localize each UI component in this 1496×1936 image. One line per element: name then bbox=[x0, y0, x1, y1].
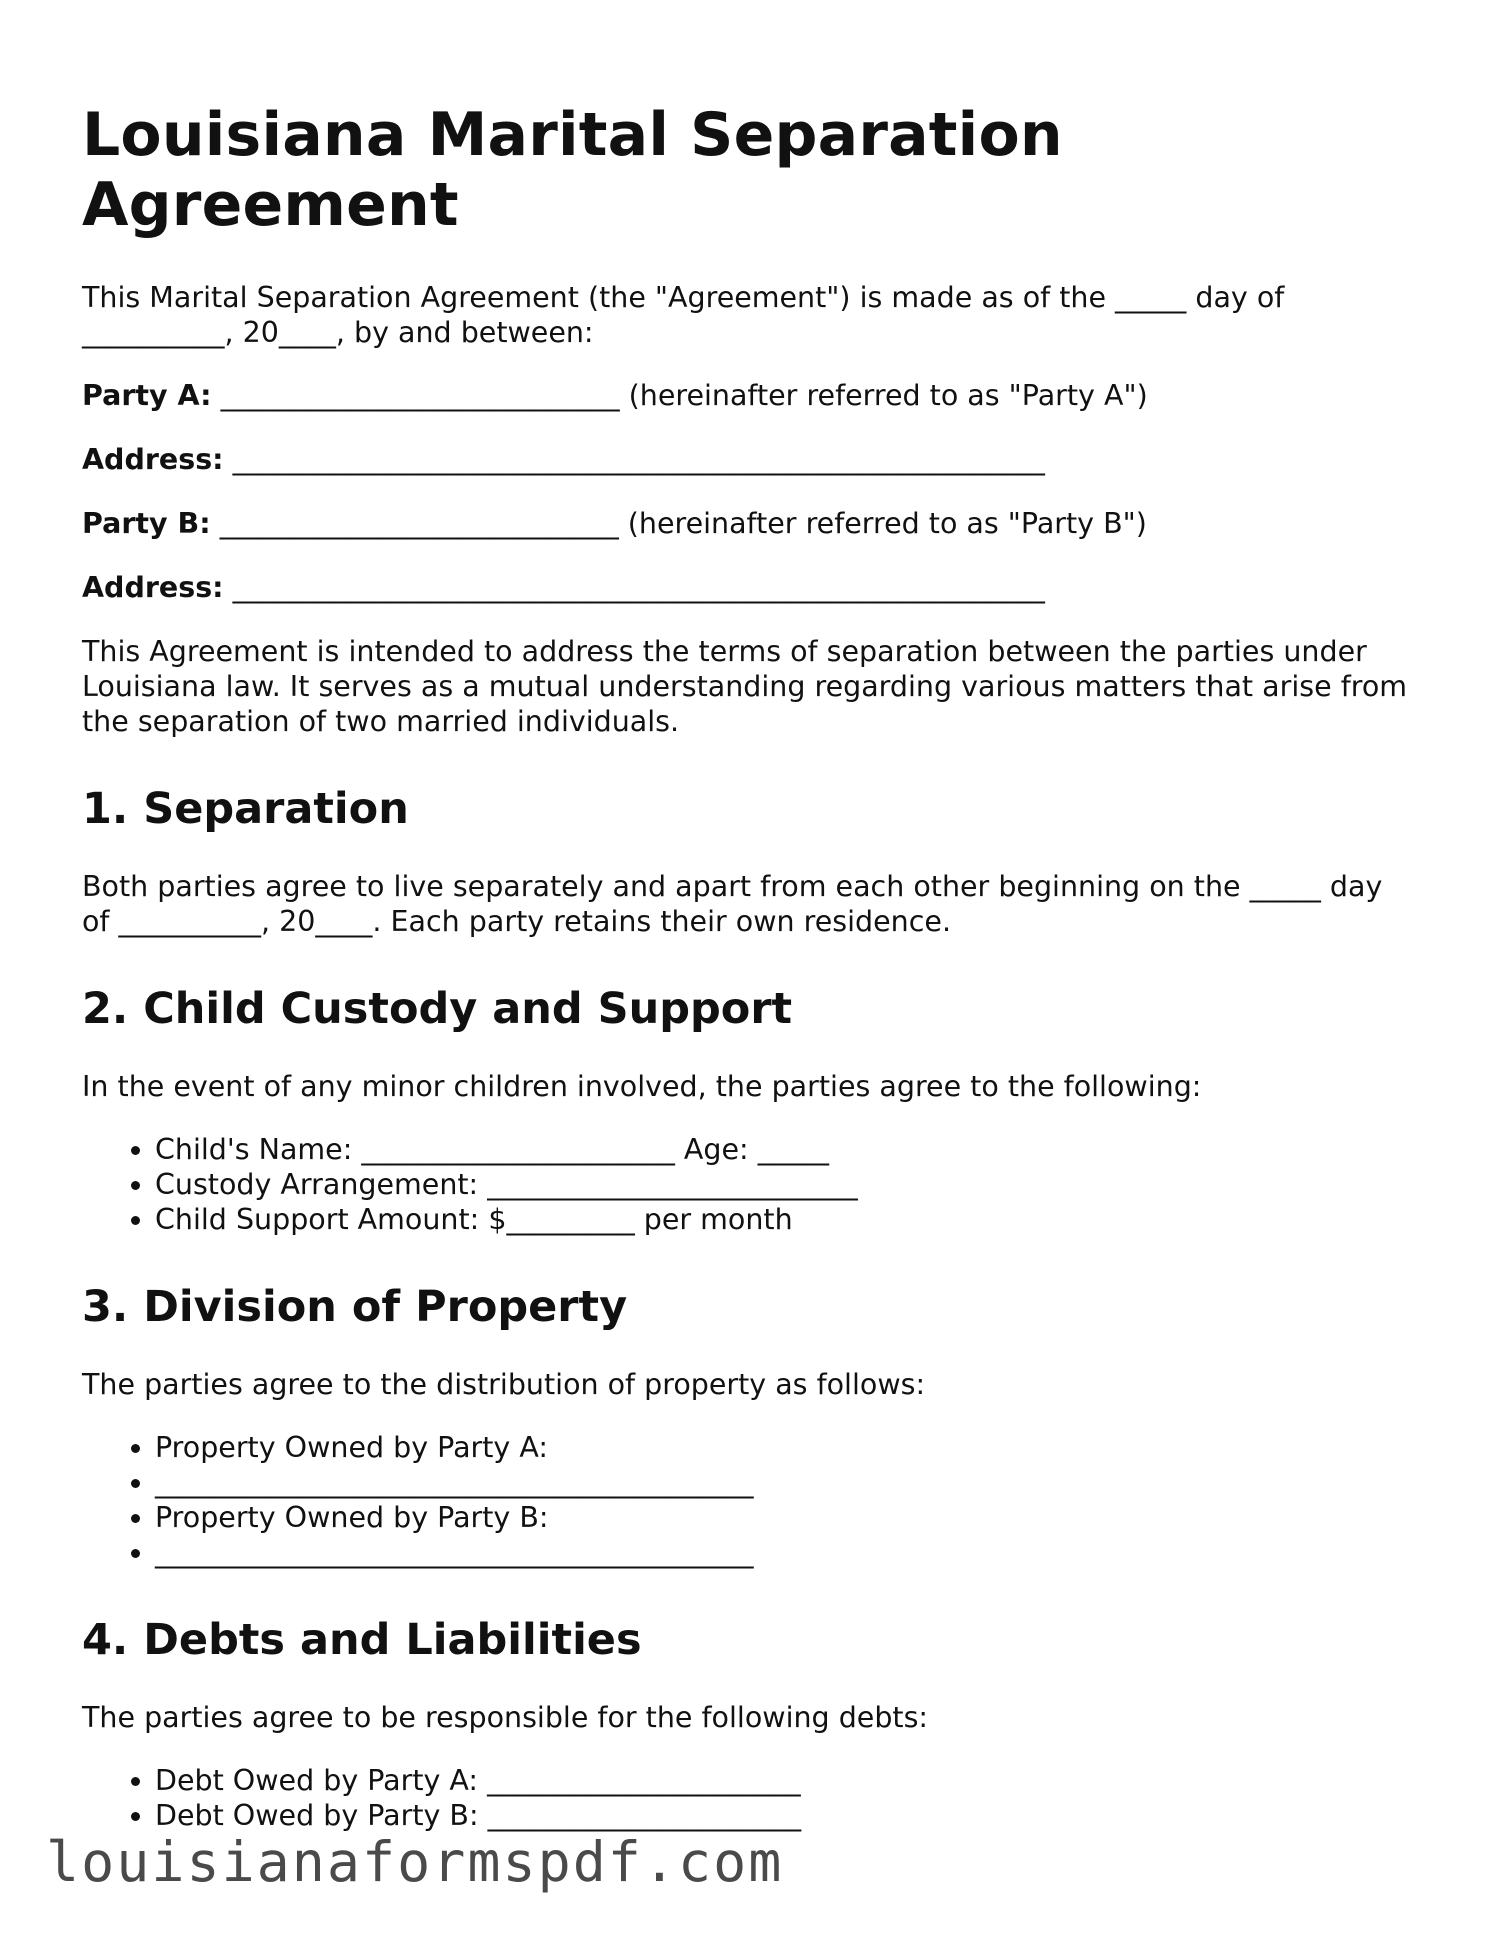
document-title: Louisiana Marital Separation Agreement bbox=[82, 100, 1063, 240]
section-separation-heading: 1. Separation bbox=[82, 784, 409, 834]
party-b-label: Party B: bbox=[82, 507, 211, 540]
section-custody-heading: 2. Child Custody and Support bbox=[82, 984, 793, 1034]
list-item: • Custody Arrangement: __________________________ bbox=[155, 1167, 1412, 1202]
list-item: • Debt Owed by Party B: ______________________ bbox=[155, 1798, 1412, 1833]
section-separation-body: Both parties agree to live separately and apart from each other beginning on the _____ day of __________, 20____. Each party retains their own residence. bbox=[82, 870, 1383, 938]
party-b-field bbox=[82, 506, 1412, 541]
list-item: • __________________________________________ bbox=[155, 1465, 1412, 1500]
section-debts-heading: 4. Debts and Liabilities bbox=[82, 1615, 642, 1665]
site-watermark: louisianaformspdf.com bbox=[46, 1830, 784, 1894]
party-a-blank: ____________________________ (hereinafter referred to as "Party A") bbox=[211, 379, 1148, 412]
intro-paragraph: This Marital Separation Agreement (the "Agreement") is made as of the _____ day of __________, 20____, by and between: bbox=[82, 281, 1285, 349]
party-b-blank: ____________________________ (hereinafter referred to as "Party B") bbox=[210, 507, 1147, 540]
property-list bbox=[82, 1430, 1412, 1570]
custody-list bbox=[82, 1132, 1412, 1237]
party-a-field bbox=[82, 378, 1412, 413]
list-item: • Debt Owed by Party A: ______________________ bbox=[155, 1763, 1412, 1798]
section-property-body: The parties agree to the distribution of property as follows: bbox=[82, 1368, 926, 1401]
purpose-paragraph: This Agreement is intended to address the terms of separation between the parties under Louisiana law. It serves as a mutual understanding regarding various matters that arise from the separation of two married individuals. bbox=[82, 635, 1408, 738]
section-custody-body: In the event of any minor children involved, the parties agree to the following: bbox=[82, 1070, 1202, 1103]
address-b-blank: _________________________________________________________ bbox=[223, 571, 1045, 604]
list-item: • __________________________________________ bbox=[155, 1535, 1412, 1570]
address-b-label: Address: bbox=[82, 571, 224, 604]
list-item: • Child Support Amount: $_________ per month bbox=[155, 1202, 1412, 1237]
address-a-field bbox=[82, 442, 1412, 477]
list-item: • Property Owned by Party B: bbox=[155, 1500, 1412, 1535]
section-property-heading: 3. Division of Property bbox=[82, 1282, 628, 1332]
list-item: • Property Owned by Party A: bbox=[155, 1430, 1412, 1465]
address-a-blank: _________________________________________________________ bbox=[223, 443, 1045, 476]
document-page bbox=[82, 100, 1412, 1863]
address-b-field bbox=[82, 570, 1412, 605]
party-a-label: Party A: bbox=[82, 379, 212, 412]
debts-list bbox=[82, 1763, 1412, 1833]
section-debts-body: The parties agree to be responsible for the following debts: bbox=[82, 1701, 929, 1734]
list-item: • Child's Name: ______________________ Age: _____ bbox=[155, 1132, 1412, 1167]
address-a-label: Address: bbox=[82, 443, 224, 476]
